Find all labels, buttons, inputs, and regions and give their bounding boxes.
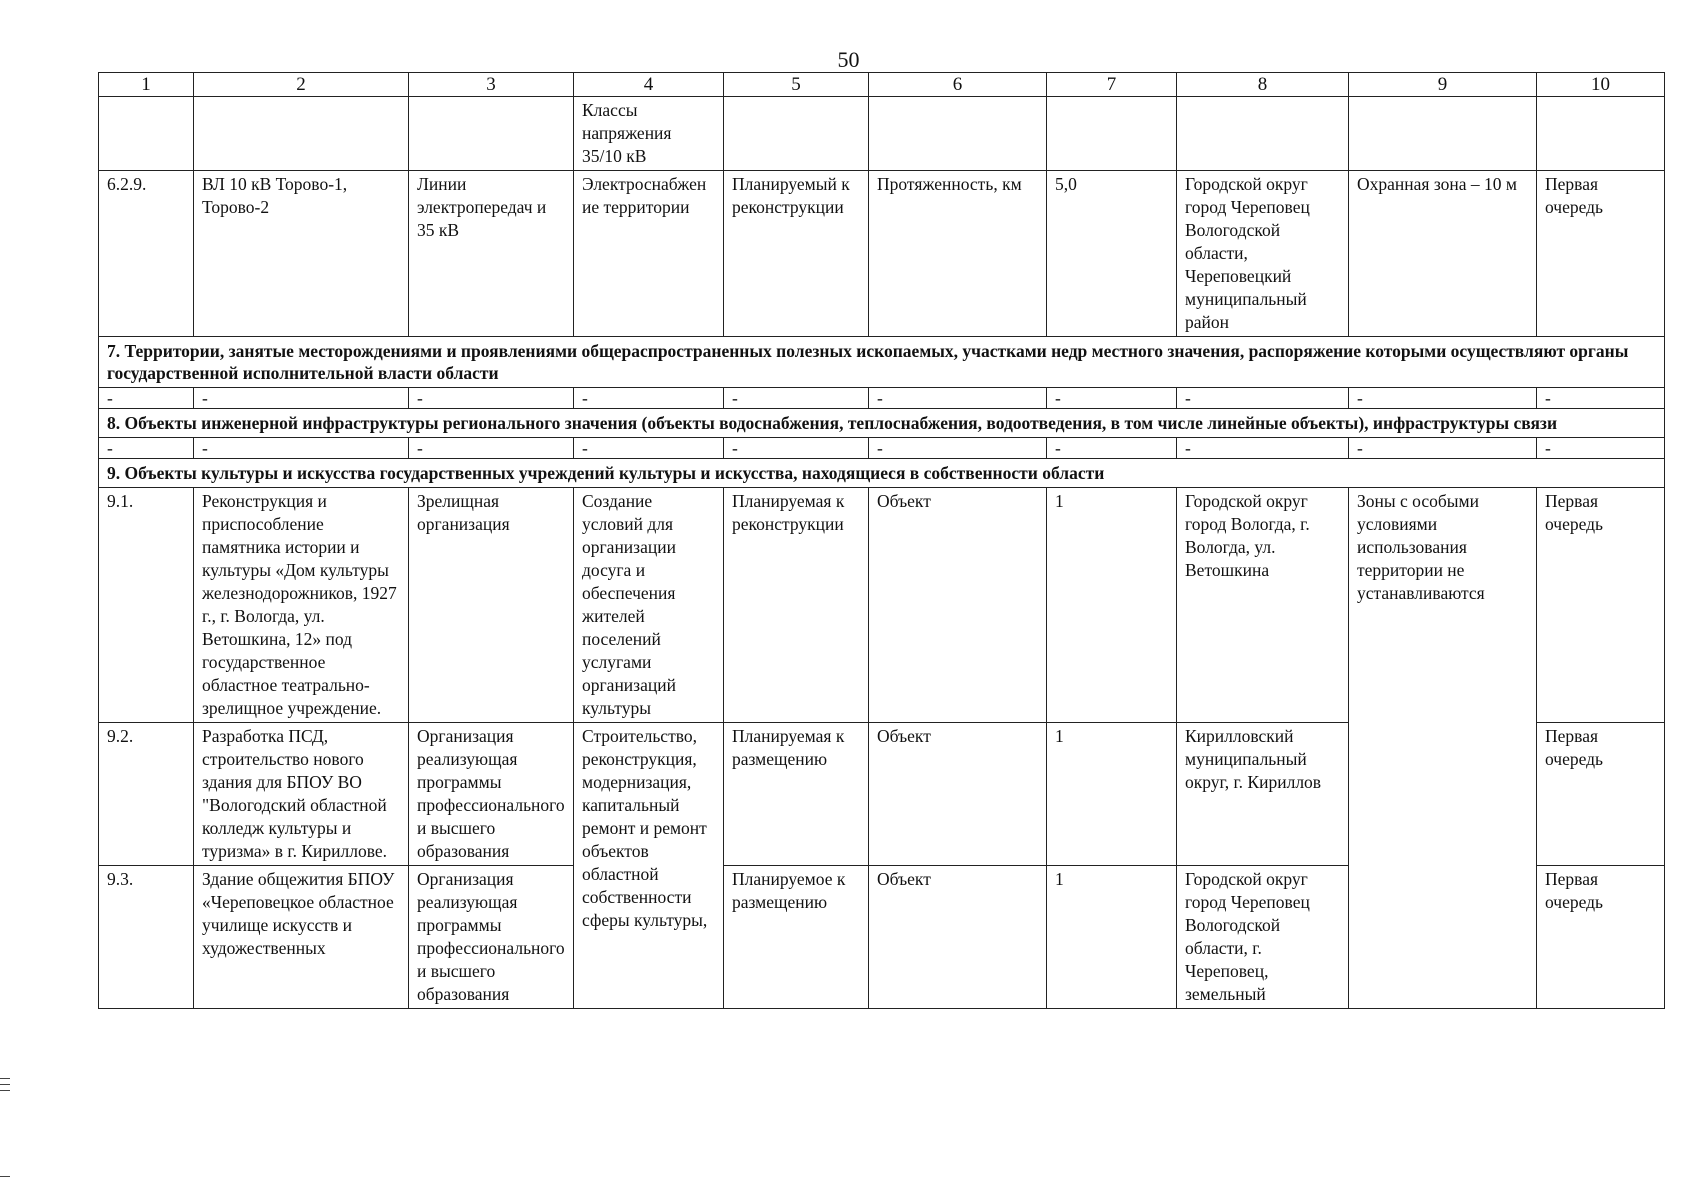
table-cell: Охранная зона – 10 м — [1349, 171, 1537, 337]
table-cell: Организация реализующая программы профессионального и высшего образования — [409, 866, 574, 1009]
table-row — [99, 171, 1665, 337]
column-number-row — [99, 73, 1665, 97]
scan-edge-mark — [0, 1090, 10, 1091]
table-cell: Здание общежития БПОУ «Череповецкое областное училище искусств и художественных — [194, 866, 409, 1009]
table-cell: Зоны с особыми условиями использования территории не устанавливаются — [1349, 488, 1537, 1009]
column-number: 9 — [1349, 73, 1537, 97]
column-number: 7 — [1047, 73, 1177, 97]
column-number: 8 — [1177, 73, 1349, 97]
table-cell: - — [1047, 438, 1177, 459]
table-cell: - — [869, 388, 1047, 409]
table-cell — [1349, 97, 1537, 171]
empty-dash-row — [99, 388, 1665, 409]
table-cell: Линии электропередач и 35 кВ — [409, 171, 574, 337]
table-row — [99, 488, 1665, 723]
table-cell: 1 — [1047, 866, 1177, 1009]
table-cell: Первая очередь — [1537, 488, 1665, 723]
table-cell: Классы напряжения 35/10 кВ — [574, 97, 724, 171]
table-cell: - — [869, 438, 1047, 459]
table-cell: - — [1537, 438, 1665, 459]
section-heading-row — [99, 409, 1665, 438]
table-cell — [724, 97, 869, 171]
table-cell: Планируемая к размещению — [724, 723, 869, 866]
column-number: 6 — [869, 73, 1047, 97]
table-cell: Планируемое к размещению — [724, 866, 869, 1009]
table-cell: Организация реализующая программы профессионального и высшего образования — [409, 723, 574, 866]
table-cell: Первая очередь — [1537, 171, 1665, 337]
column-number: 3 — [409, 73, 574, 97]
section-heading: 8. Объекты инженерной инфраструктуры регионального значения (объекты водоснабжения, теплоснабжения, водоотведения, в том числе линейные объекты), инфраструктуры связи — [99, 409, 1665, 438]
table-cell: Объект — [869, 723, 1047, 866]
table-cell — [869, 97, 1047, 171]
table-cell: 9.2. — [99, 723, 194, 866]
table-cell: - — [99, 388, 194, 409]
table-cell: Создание условий для организации досуга и обеспечения жителей поселений услугами организаций культуры — [574, 488, 724, 723]
column-number: 10 — [1537, 73, 1665, 97]
table-cell: Кирилловский муниципальный округ, г. Кириллов — [1177, 723, 1349, 866]
table-cell — [1537, 97, 1665, 171]
table-cell: - — [1349, 438, 1537, 459]
section-heading-row — [99, 337, 1665, 388]
table-cell: - — [1047, 388, 1177, 409]
objects-table — [98, 72, 1665, 1009]
table-cell: Первая очередь — [1537, 866, 1665, 1009]
table-cell: Объект — [869, 488, 1047, 723]
table-cell: Протяженность, км — [869, 171, 1047, 337]
table-cell: - — [724, 438, 869, 459]
table-cell — [99, 97, 194, 171]
table-cell: - — [194, 438, 409, 459]
column-number: 1 — [99, 73, 194, 97]
table-cell: Городской округ город Череповец Вологодской области, Череповецкий муниципальный район — [1177, 171, 1349, 337]
table-cell: - — [1177, 438, 1349, 459]
scan-edge-mark — [0, 1084, 10, 1085]
page-number: 50 — [837, 47, 860, 72]
table-cell: ВЛ 10 кВ Торово-1, Торово-2 — [194, 171, 409, 337]
table-cell: - — [99, 438, 194, 459]
table-cell — [194, 97, 409, 171]
table-cell: Планируемый к реконструкции — [724, 171, 869, 337]
table-cell — [1047, 97, 1177, 171]
table-cell: Объект — [869, 866, 1047, 1009]
table-cell: 9.1. — [99, 488, 194, 723]
section-heading: 9. Объекты культуры и искусства государственных учреждений культуры и искусства, находящиеся в собственности области — [99, 459, 1665, 488]
empty-dash-row — [99, 438, 1665, 459]
table-cell: - — [1537, 388, 1665, 409]
table-cell: 1 — [1047, 723, 1177, 866]
table-cell: Реконструкция и приспособление памятника истории и культуры «Дом культуры железнодорожников, 1927 г., г. Вологда, ул. Ветошкина, 12» под государственное областное театрально-зрелищное учреждение. — [194, 488, 409, 723]
table-cell: Первая очередь — [1537, 723, 1665, 866]
scan-edge-mark — [0, 1078, 10, 1079]
section-heading: 7. Территории, занятые месторождениями и проявлениями общераспространенных полезных ископаемых, участками недр местного значения, распоряжение которыми осуществляют органы государственной исполнительной власти области — [99, 337, 1665, 388]
table-cell: Строительство, реконструкция, модернизация, капитальный ремонт и ремонт объектов областной собственности сферы культуры, — [574, 723, 724, 1009]
table-cell: 5,0 — [1047, 171, 1177, 337]
table-row — [99, 97, 1665, 171]
column-number: 2 — [194, 73, 409, 97]
scan-edge-mark — [0, 1176, 10, 1177]
table-cell — [1177, 97, 1349, 171]
table-cell: Электроснабжение территории — [574, 171, 724, 337]
table-cell: - — [1177, 388, 1349, 409]
table-cell: Зрелищная организация — [409, 488, 574, 723]
section-heading-row — [99, 459, 1665, 488]
table-cell: - — [409, 438, 574, 459]
table-cell: 1 — [1047, 488, 1177, 723]
column-number: 5 — [724, 73, 869, 97]
table-cell: Разработка ПСД, строительство нового здания для БПОУ ВО "Вологодский областной колледж культуры и туризма» в г. Кириллове. — [194, 723, 409, 866]
table-cell: - — [409, 388, 574, 409]
table-cell: Городской округ город Вологда, г. Вологда, ул. Ветошкина — [1177, 488, 1349, 723]
table-cell: - — [724, 388, 869, 409]
table-cell: 9.3. — [99, 866, 194, 1009]
table-cell: - — [1349, 388, 1537, 409]
table-cell: 6.2.9. — [99, 171, 194, 337]
table-cell: - — [194, 388, 409, 409]
column-number: 4 — [574, 73, 724, 97]
table-cell: - — [574, 438, 724, 459]
table-cell: - — [574, 388, 724, 409]
table-cell: Планируемая к реконструкции — [724, 488, 869, 723]
table-cell — [409, 97, 574, 171]
table-cell: Городской округ город Череповец Вологодской области, г. Череповец, земельный — [1177, 866, 1349, 1009]
